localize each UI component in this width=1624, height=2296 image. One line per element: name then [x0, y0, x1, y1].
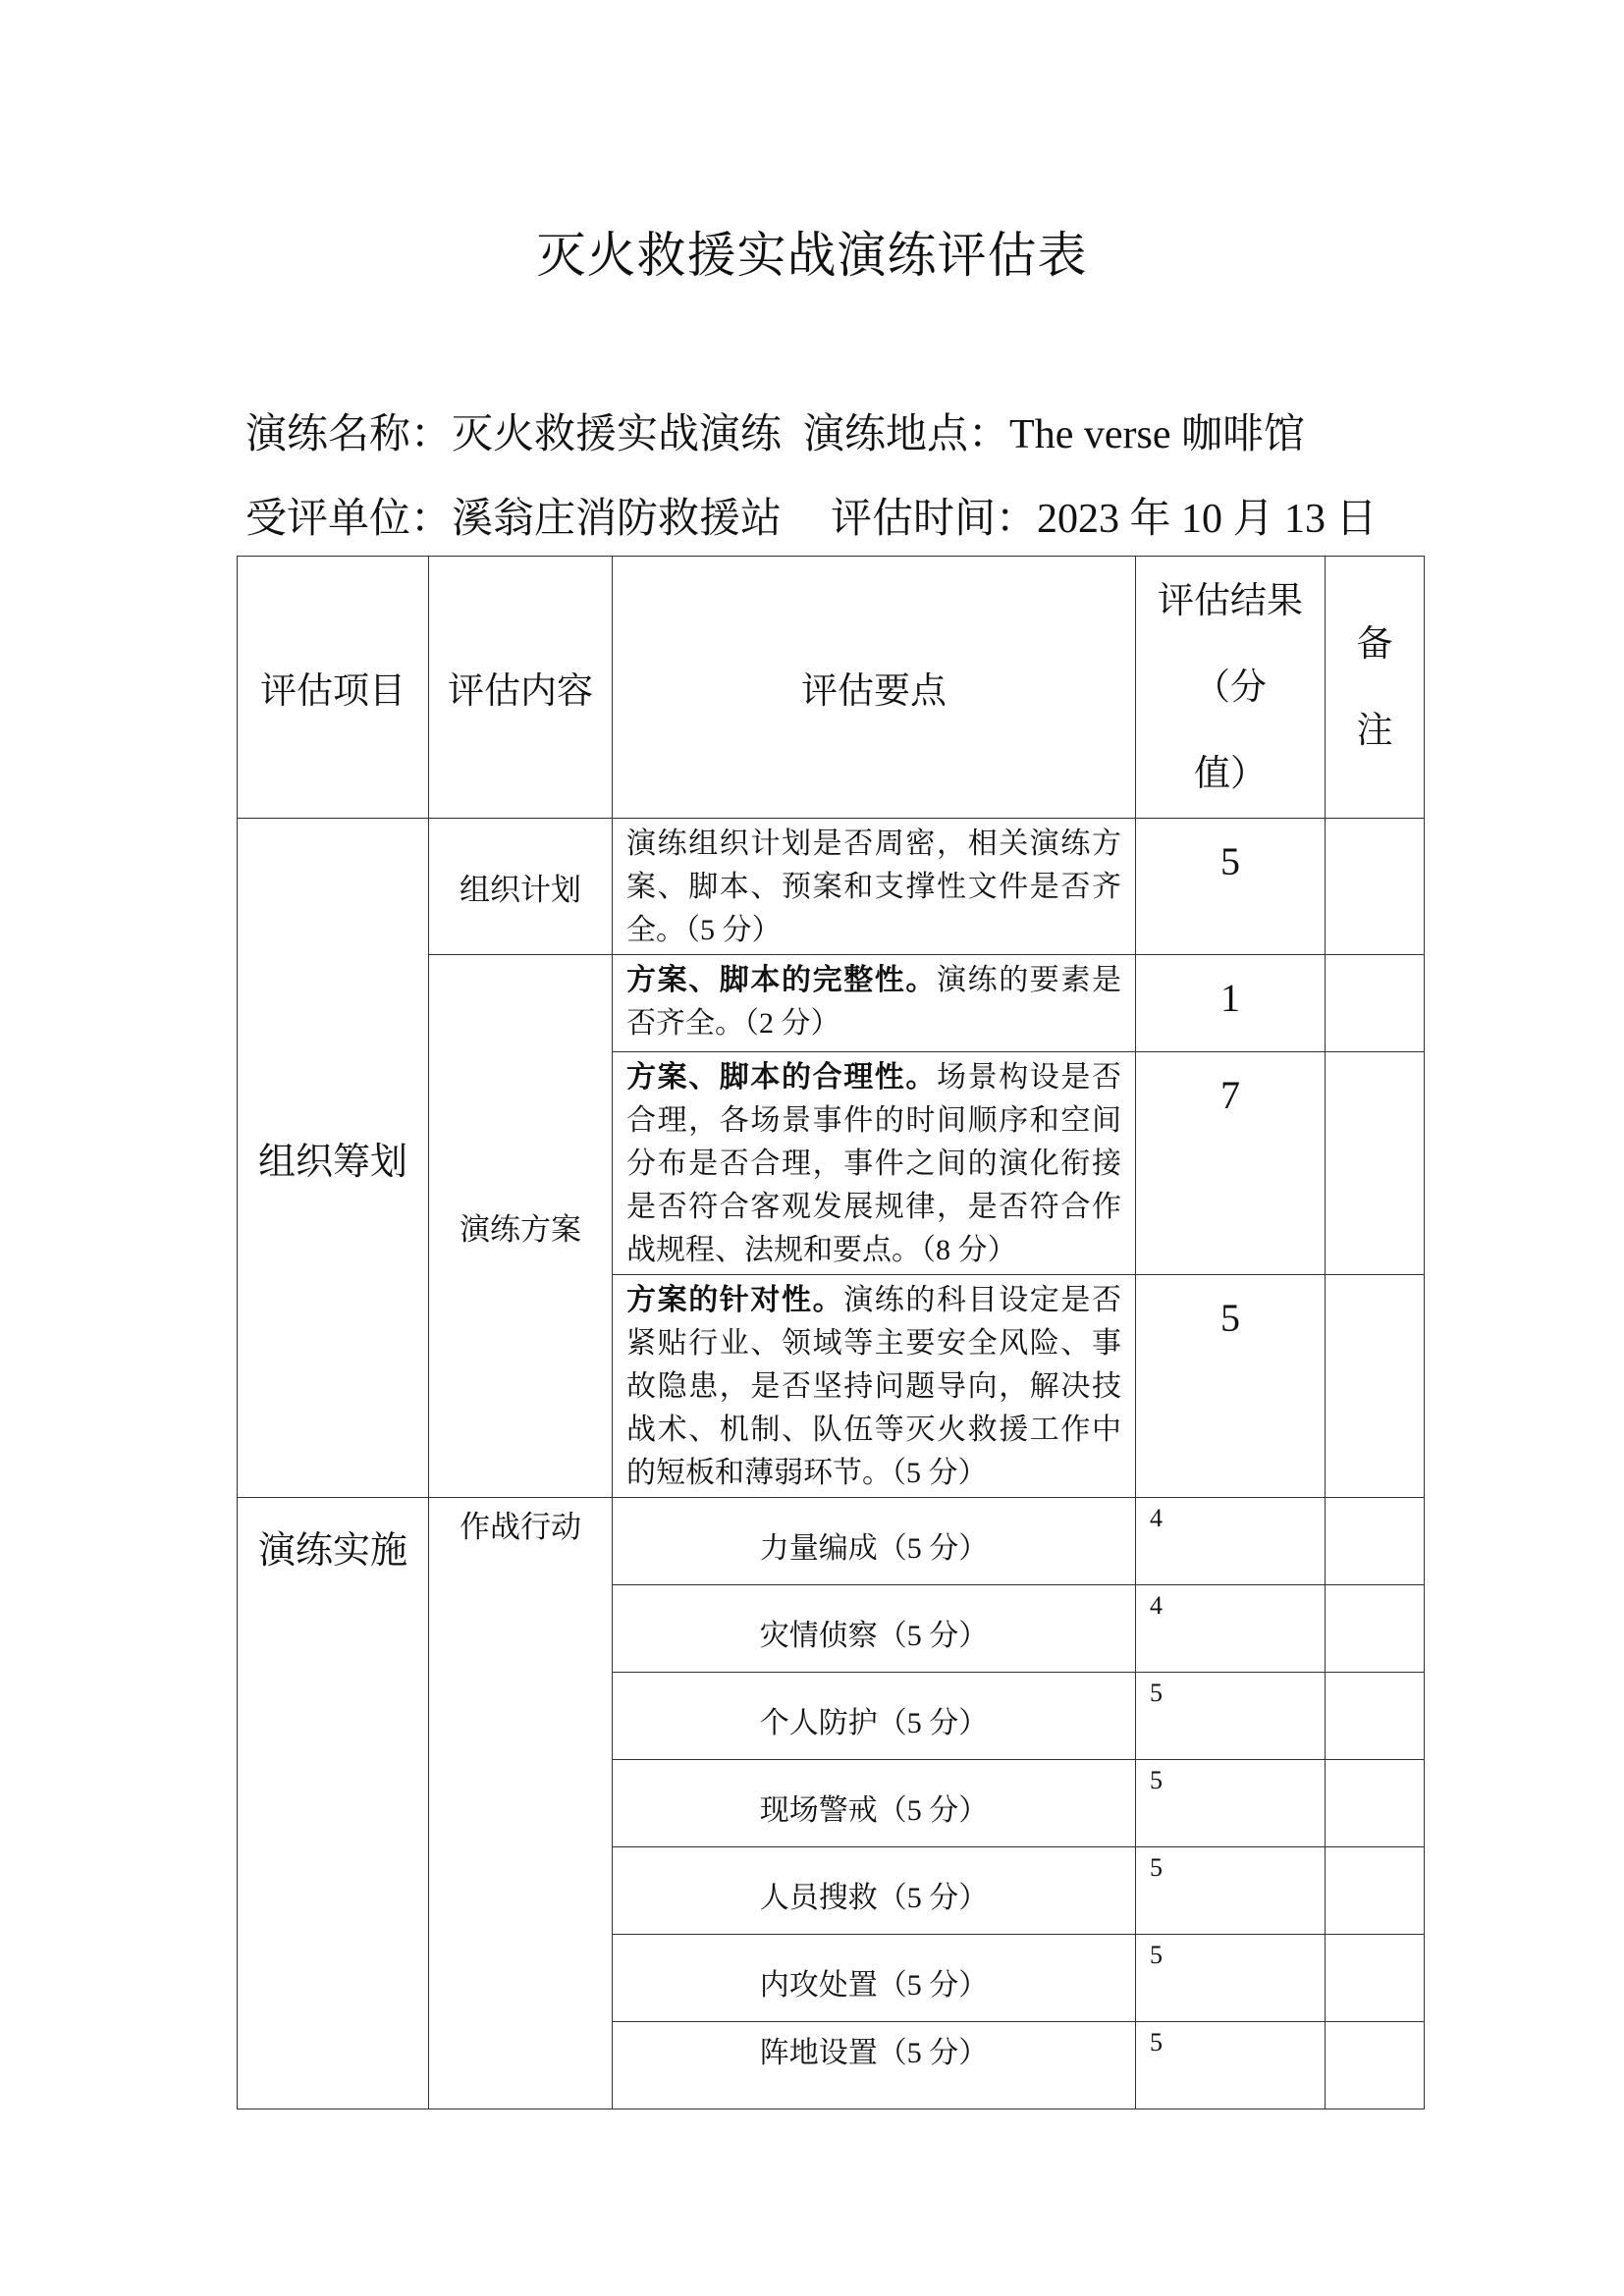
header-note: 备 注	[1326, 557, 1425, 819]
note-cell	[1326, 1847, 1425, 1935]
score-rationality: 7	[1136, 1052, 1326, 1275]
time-label: 评估时间：	[831, 494, 1038, 542]
location-label: 演练地点：	[803, 409, 1010, 457]
combat-item-score: 5	[1136, 1847, 1326, 1935]
note-cell	[1326, 1585, 1425, 1673]
combat-item-score: 5	[1136, 1760, 1326, 1847]
note-cell	[1326, 1052, 1425, 1275]
point-org-plan: 演练组织计划是否周密，相关演练方案、脚本、预案和支撑性文件是否齐全。（5 分）	[613, 819, 1136, 955]
drill-name-value: 灭火救援实战演练	[452, 409, 783, 457]
score-completeness: 1	[1136, 955, 1326, 1052]
time-value: 2023 年 10 月 13 日	[1037, 497, 1378, 542]
category-planning: 组织筹划	[238, 819, 429, 1498]
combat-item-score: 4	[1136, 1585, 1326, 1673]
combat-item: 个人防护（5 分）	[613, 1673, 1136, 1760]
note-cell	[1326, 1935, 1425, 2022]
combat-item: 人员搜救（5 分）	[613, 1847, 1136, 1935]
content-drill-plan: 演练方案	[429, 955, 613, 1498]
combat-item-score: 5	[1136, 1935, 1326, 2022]
unit-value: 溪翁庄消防救援站	[452, 494, 783, 542]
header-result: 评估结果 （分 值）	[1136, 557, 1326, 819]
combat-item-score: 5	[1136, 2022, 1326, 2109]
page-title: 灭火救援实战演练评估表	[536, 227, 1088, 284]
combat-item-score: 4	[1136, 1498, 1326, 1585]
table-header-row	[238, 557, 1425, 819]
score-pertinence: 5	[1136, 1275, 1326, 1498]
combat-item: 力量编成（5 分）	[613, 1498, 1136, 1585]
point-rationality: 方案、脚本的合理性。场景构设是否合理，各场景事件的时间顺序和空间分布是否合理，事件之间的演化衔接是否符合客观发展规律，是否符合作战规程、法规和要点。（8 分）	[613, 1052, 1136, 1275]
combat-item: 灾情侦察（5 分）	[613, 1585, 1136, 1673]
table-row	[238, 819, 1425, 955]
combat-item: 现场警戒（5 分）	[613, 1760, 1136, 1847]
category-implementation: 演练实施	[238, 1498, 429, 2109]
header-content: 评估内容	[429, 557, 613, 819]
header-points: 评估要点	[613, 557, 1136, 819]
table-row	[238, 1498, 1425, 1585]
evaluation-table	[237, 556, 1425, 2109]
note-cell	[1326, 1673, 1425, 1760]
note-cell	[1326, 1498, 1425, 1585]
combat-item: 内攻处置（5 分）	[613, 1935, 1136, 2022]
content-org-plan: 组织计划	[429, 819, 613, 955]
info-line-unit	[245, 491, 1378, 547]
note-cell	[1326, 1760, 1425, 1847]
combat-item-score: 5	[1136, 1673, 1326, 1760]
note-cell	[1326, 2022, 1425, 2109]
content-combat: 作战行动	[429, 1498, 613, 2109]
unit-label: 受评单位：	[245, 494, 453, 542]
note-cell	[1326, 955, 1425, 1052]
header-item: 评估项目	[238, 557, 429, 819]
note-cell	[1326, 819, 1425, 955]
location-value: The verse 咖啡馆	[1009, 412, 1305, 457]
info-line-drill	[245, 406, 1305, 462]
note-cell	[1326, 1275, 1425, 1498]
point-pertinence: 方案的针对性。演练的科目设定是否紧贴行业、领域等主要安全风险、事故隐患，是否坚持问题导向，解决技战术、机制、队伍等灭火救援工作中的短板和薄弱环节。（5 分）	[613, 1275, 1136, 1498]
point-completeness: 方案、脚本的完整性。演练的要素是否齐全。（2 分）	[613, 955, 1136, 1052]
combat-item: 阵地设置（5 分）	[613, 2022, 1136, 2109]
score-org-plan: 5	[1136, 819, 1326, 955]
drill-name-label: 演练名称：	[245, 409, 453, 457]
